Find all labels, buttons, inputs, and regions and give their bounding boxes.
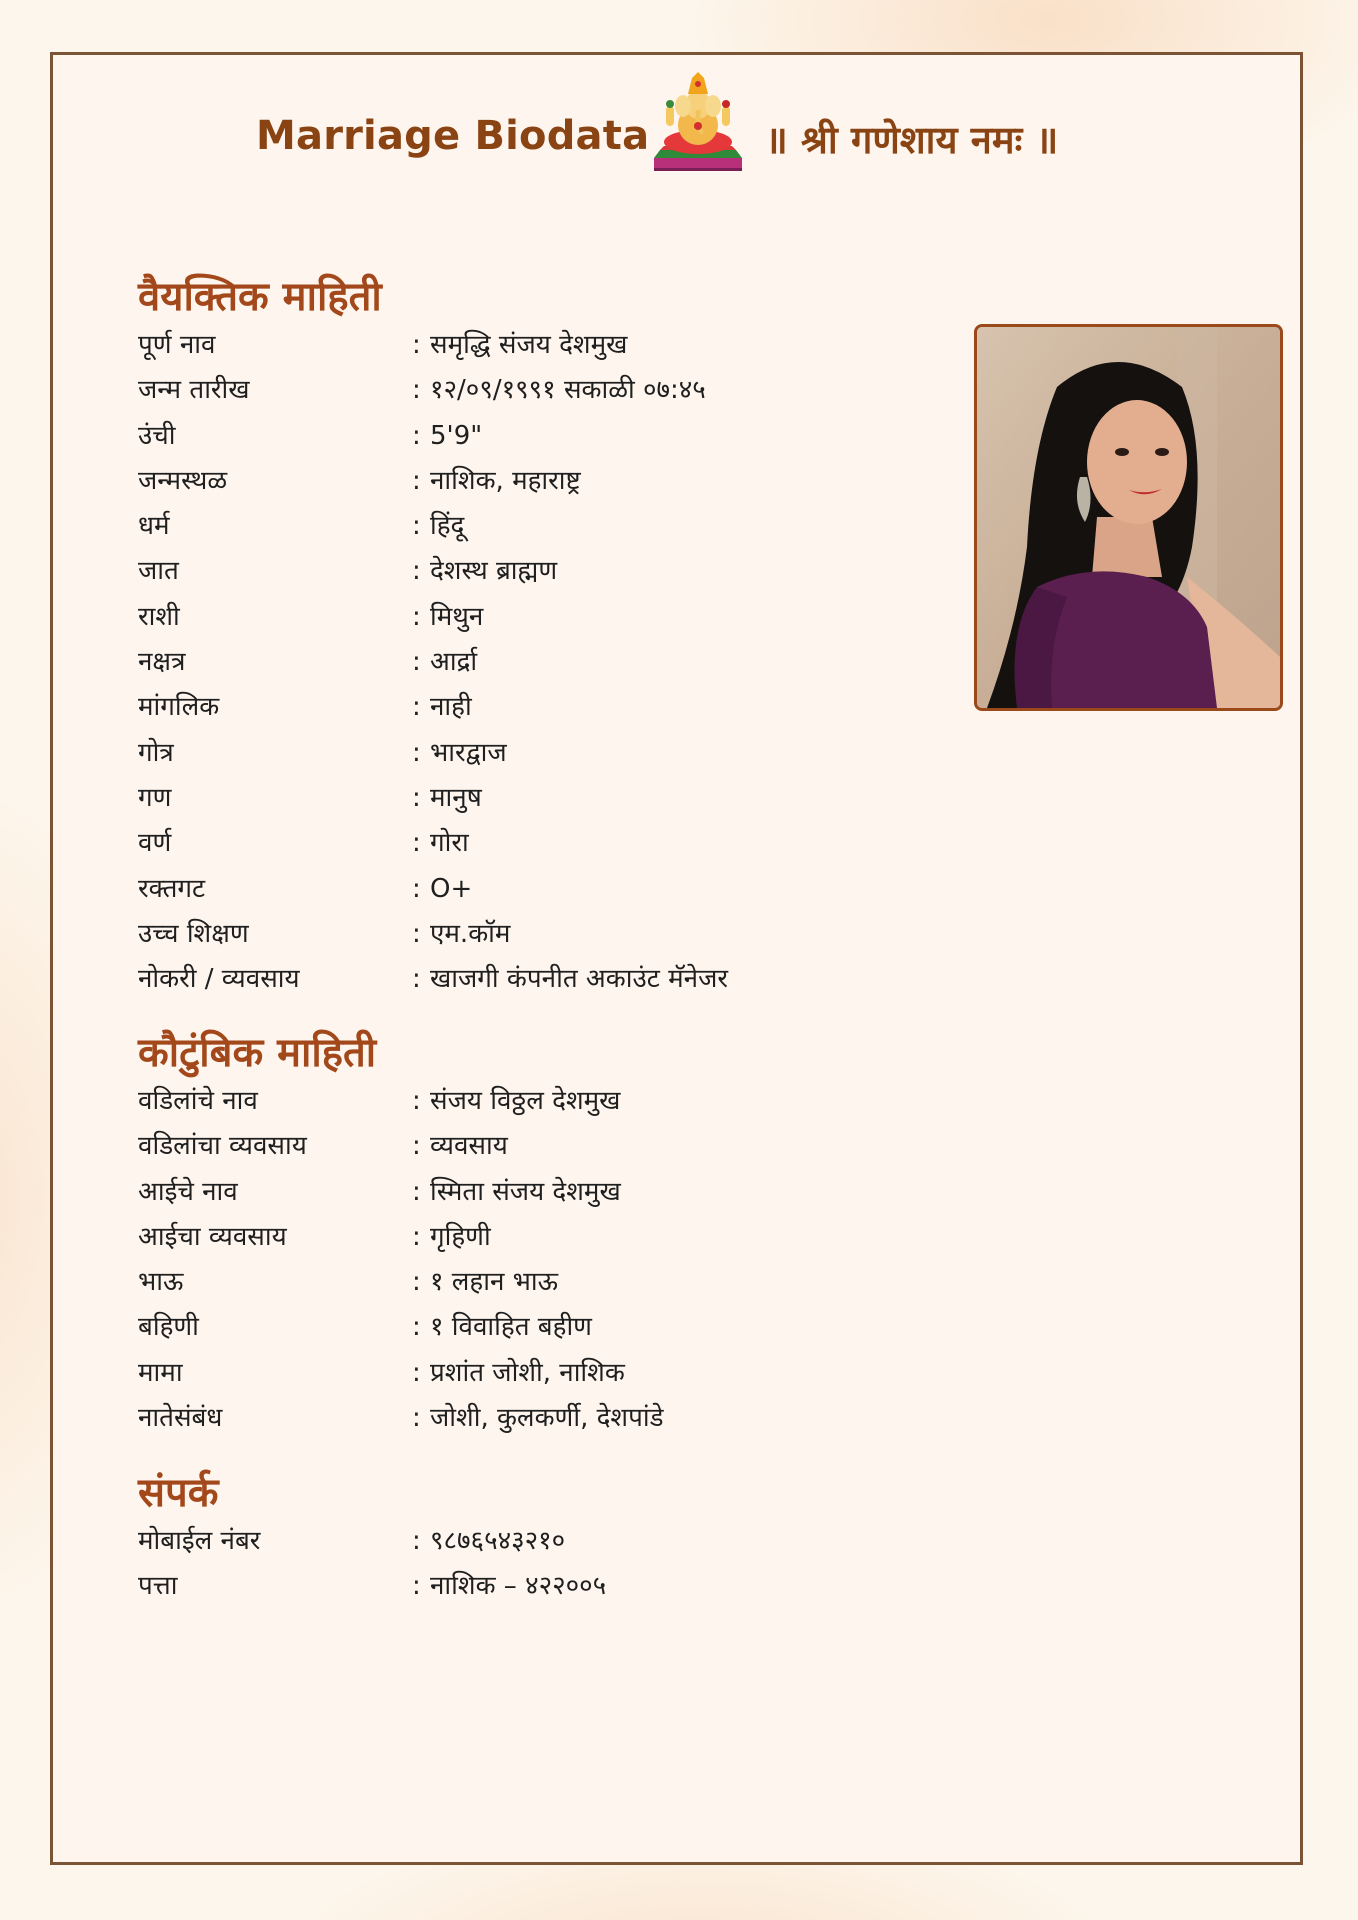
separator: :: [412, 1526, 421, 1556]
field-label: आईचा व्यवसाय: [138, 1221, 287, 1252]
field-label: पूर्ण नाव: [138, 330, 216, 360]
field-label: नक्षत्र: [138, 647, 186, 678]
separator: :: [412, 1403, 421, 1434]
field-label: जात: [138, 556, 179, 587]
separator: :: [412, 647, 421, 678]
field-label: बहिणी: [138, 1312, 199, 1343]
shloka-heading: ॥ श्री गणेशाय नमः ॥: [765, 118, 1059, 162]
separator: :: [412, 556, 421, 587]
separator: :: [412, 828, 421, 859]
separator: :: [412, 964, 421, 995]
field-value: गोरा: [430, 828, 469, 859]
field-value: नाशिक – ४२२००५: [430, 1571, 607, 1602]
field-value: भारद्वाज: [430, 737, 507, 768]
field-value: 5'9": [430, 420, 483, 451]
field-value: मानुष: [430, 782, 482, 813]
separator: :: [412, 1176, 421, 1207]
field-label: नोकरी / व्यवसाय: [138, 964, 300, 995]
section-title-personal: वैयक्तिक माहिती: [138, 274, 382, 320]
field-label: वडिलांचा व्यवसाय: [138, 1131, 307, 1162]
separator: :: [412, 873, 421, 904]
separator: :: [412, 1086, 421, 1116]
field-value: १ विवाहित बहीण: [430, 1312, 592, 1343]
field-value: गृहिणी: [430, 1221, 491, 1252]
field-value: १२/०९/१९९१ सकाळी ०७:४५: [430, 375, 706, 406]
field-value: प्रशांत जोशी, नाशिक: [430, 1357, 625, 1388]
field-value: आर्द्रा: [430, 647, 478, 678]
field-label: भाऊ: [138, 1267, 184, 1298]
field-label: जन्म तारीख: [138, 375, 250, 406]
field-label: मोबाईल नंबर: [138, 1526, 261, 1556]
separator: :: [412, 918, 421, 949]
field-value: १ लहान भाऊ: [430, 1267, 559, 1298]
field-value: खाजगी कंपनीत अकाउंट मॅनेजर: [430, 964, 729, 995]
separator: :: [412, 782, 421, 813]
field-label: गोत्र: [138, 737, 174, 768]
field-label: पत्ता: [138, 1571, 178, 1602]
separator: :: [412, 330, 421, 360]
field-label: मांगलिक: [138, 692, 220, 723]
field-value: नाशिक, महाराष्ट्र: [430, 465, 581, 496]
separator: :: [412, 1312, 421, 1343]
field-label: राशी: [138, 601, 180, 632]
separator: :: [412, 737, 421, 768]
field-value: ९८७६५४३२१०: [430, 1526, 566, 1556]
field-label: आईचे नाव: [138, 1176, 238, 1207]
field-label: उच्च शिक्षण: [138, 918, 249, 949]
field-value: स्मिता संजय देशमुख: [430, 1176, 621, 1207]
field-label: वडिलांचे नाव: [138, 1086, 258, 1116]
separator: :: [412, 1131, 421, 1162]
field-label: धर्म: [138, 511, 170, 542]
separator: :: [412, 511, 421, 542]
field-label: रक्तगट: [138, 873, 206, 904]
field-value: संजय विठ्ठल देशमुख: [430, 1086, 621, 1116]
section-title-contact: संपर्क: [138, 1470, 219, 1516]
field-value: मिथुन: [430, 601, 484, 632]
field-label: मामा: [138, 1357, 183, 1388]
separator: :: [412, 692, 421, 723]
separator: :: [412, 1221, 421, 1252]
field-value: व्यवसाय: [430, 1131, 508, 1162]
field-value: समृद्धि संजय देशमुख: [430, 330, 628, 360]
field-label: उंची: [138, 420, 176, 451]
page-title: Marriage Biodata: [256, 113, 650, 159]
field-value: O+: [430, 873, 473, 904]
separator: :: [412, 1357, 421, 1388]
field-value: एम.कॉम: [430, 918, 511, 949]
field-value: जोशी, कुलकर्णी, देशपांडे: [430, 1403, 664, 1434]
field-label: जन्मस्थळ: [138, 465, 228, 496]
person-portrait-icon: [977, 327, 1280, 708]
field-value: नाही: [430, 692, 472, 723]
separator: :: [412, 465, 421, 496]
field-label: वर्ण: [138, 828, 172, 859]
section-title-family: कौटुंबिक माहिती: [138, 1030, 377, 1076]
ganesha-icon: [648, 70, 748, 175]
field-value: हिंदू: [430, 511, 465, 542]
separator: :: [412, 1571, 421, 1602]
profile-photo: [974, 324, 1283, 711]
header: [53, 55, 1300, 235]
field-label: नातेसंबंध: [138, 1403, 223, 1434]
separator: :: [412, 420, 421, 451]
biodata-frame: [50, 52, 1303, 1865]
separator: :: [412, 1267, 421, 1298]
field-value: देशस्थ ब्राह्मण: [430, 556, 558, 587]
separator: :: [412, 601, 421, 632]
field-label: गण: [138, 782, 172, 813]
separator: :: [412, 375, 421, 406]
